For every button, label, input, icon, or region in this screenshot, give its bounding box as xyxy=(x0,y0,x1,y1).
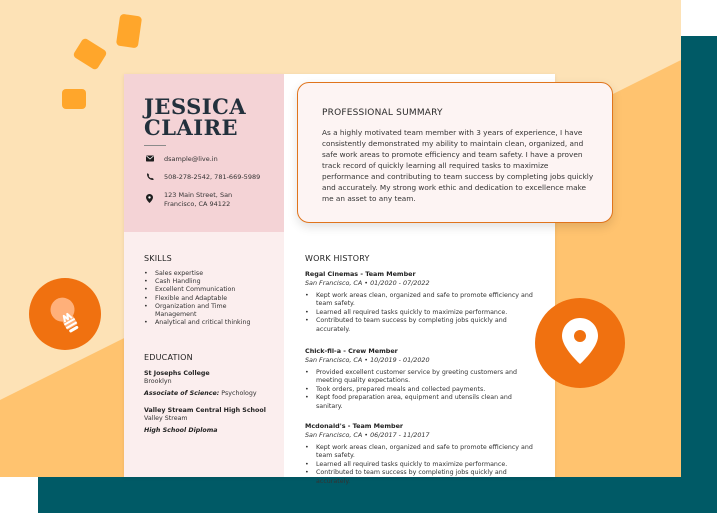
skills-list xyxy=(144,270,274,327)
professional-summary-card xyxy=(297,82,613,223)
skills-title: SKILLS xyxy=(144,254,172,263)
work-history-title: WORK HISTORY xyxy=(305,254,370,263)
skill-item: • Excellent Communication xyxy=(144,286,274,294)
degree-name: Associate of Science xyxy=(144,390,217,397)
education-location: Valley Stream xyxy=(144,415,188,422)
education-degree: High School Diploma xyxy=(144,427,218,434)
job-title: Regal Cinemas - Team Member xyxy=(305,270,416,278)
phone-text: 508-278-2542, 781-669-5989 xyxy=(164,173,261,181)
education-location: Brooklyn xyxy=(144,378,172,385)
job-duty: • Provided excellent customer service by greeting customers and meeting quality expectations. xyxy=(305,369,535,386)
job-duty: • Took orders, prepared meals and collected payments. xyxy=(305,386,535,394)
job-duties-list xyxy=(305,444,535,486)
location-pin-icon xyxy=(146,194,154,202)
job-title: Mcdonald's - Team Member xyxy=(305,422,404,430)
job-location-dates: San Francisco, CA • 06/2017 - 11/2017 xyxy=(305,431,430,439)
address-text xyxy=(164,191,274,209)
teal-accent-right xyxy=(681,36,717,477)
education-title: EDUCATION xyxy=(144,353,193,362)
degree-field: Psychology xyxy=(221,390,257,397)
location-pin-icon xyxy=(535,298,625,388)
last-name: CLAIRE xyxy=(144,115,239,140)
phone-icon xyxy=(146,173,154,181)
job-title: Chick-fil-a - Crew Member xyxy=(305,347,398,355)
job-location-dates: San Francisco, CA • 01/2020 - 07/2022 xyxy=(305,279,430,287)
address-line-1: 123 Main Street, San xyxy=(164,191,233,199)
name-divider xyxy=(144,145,166,146)
summary-title: PROFESSIONAL SUMMARY xyxy=(322,108,443,118)
resume-header-panel xyxy=(124,74,284,232)
skill-item: • Analytical and critical thinking xyxy=(144,319,274,327)
job-duties-list xyxy=(305,292,535,334)
job-duties-list xyxy=(305,369,535,411)
education-school: St Josephs College xyxy=(144,370,210,377)
degree-separator: : xyxy=(216,390,220,397)
skill-item: • Sales expertise xyxy=(144,270,274,278)
first-name: JESSICA xyxy=(144,94,247,119)
education-school: Valley Stream Central High School xyxy=(144,407,266,414)
job-duty: • Contributed to team success by completing jobs quickly and accurately. xyxy=(305,317,535,334)
lightbulb-icon xyxy=(29,278,101,350)
job-duty: • Kept food preparation area, equipment and utensils clean and sanitary. xyxy=(305,394,535,411)
summary-text: As a highly motivated team member with 3 years of experience, I have consistently demonstrated my ability to maintain clean, organized, and safe work areas to promote efficiency and team safety. I have a proven track record of quickly learning all required tasks to maximize performance and contributing to team success by completing jobs quickly and accurately. My strong work ethic and dedication to excellence make me an asset to any team. xyxy=(322,128,594,203)
skill-item: • Flexible and Adaptable xyxy=(144,295,274,303)
location-pin-badge xyxy=(535,298,625,388)
job-duty: • Kept work areas clean, organized and safe to promote efficiency and team safety. xyxy=(305,444,535,461)
lightbulb-badge xyxy=(29,278,101,350)
job-location-dates: San Francisco, CA • 10/2019 - 01/2020 xyxy=(305,356,430,364)
job-duty: • Contributed to team success by completing jobs quickly and accurately. xyxy=(305,469,535,486)
address-line-2: Francisco, CA 94122 xyxy=(164,200,231,208)
skill-item: • Cash Handling xyxy=(144,278,274,286)
confetti-shape xyxy=(62,89,86,109)
job-duty: • Learned all required tasks quickly to maximize performance. xyxy=(305,461,535,469)
education-degree xyxy=(144,390,257,398)
envelope-icon xyxy=(146,155,154,163)
skill-item: • Organization and Time Management xyxy=(144,303,245,319)
resume-sidebar xyxy=(124,232,284,477)
email-text: dsample@live.in xyxy=(164,155,218,163)
confetti-shape xyxy=(116,14,142,49)
job-duty: • Kept work areas clean, organized and safe to promote efficiency and team safety. xyxy=(305,292,535,309)
candidate-name xyxy=(144,96,246,138)
job-duty: • Learned all required tasks quickly to maximize performance. xyxy=(305,309,535,317)
